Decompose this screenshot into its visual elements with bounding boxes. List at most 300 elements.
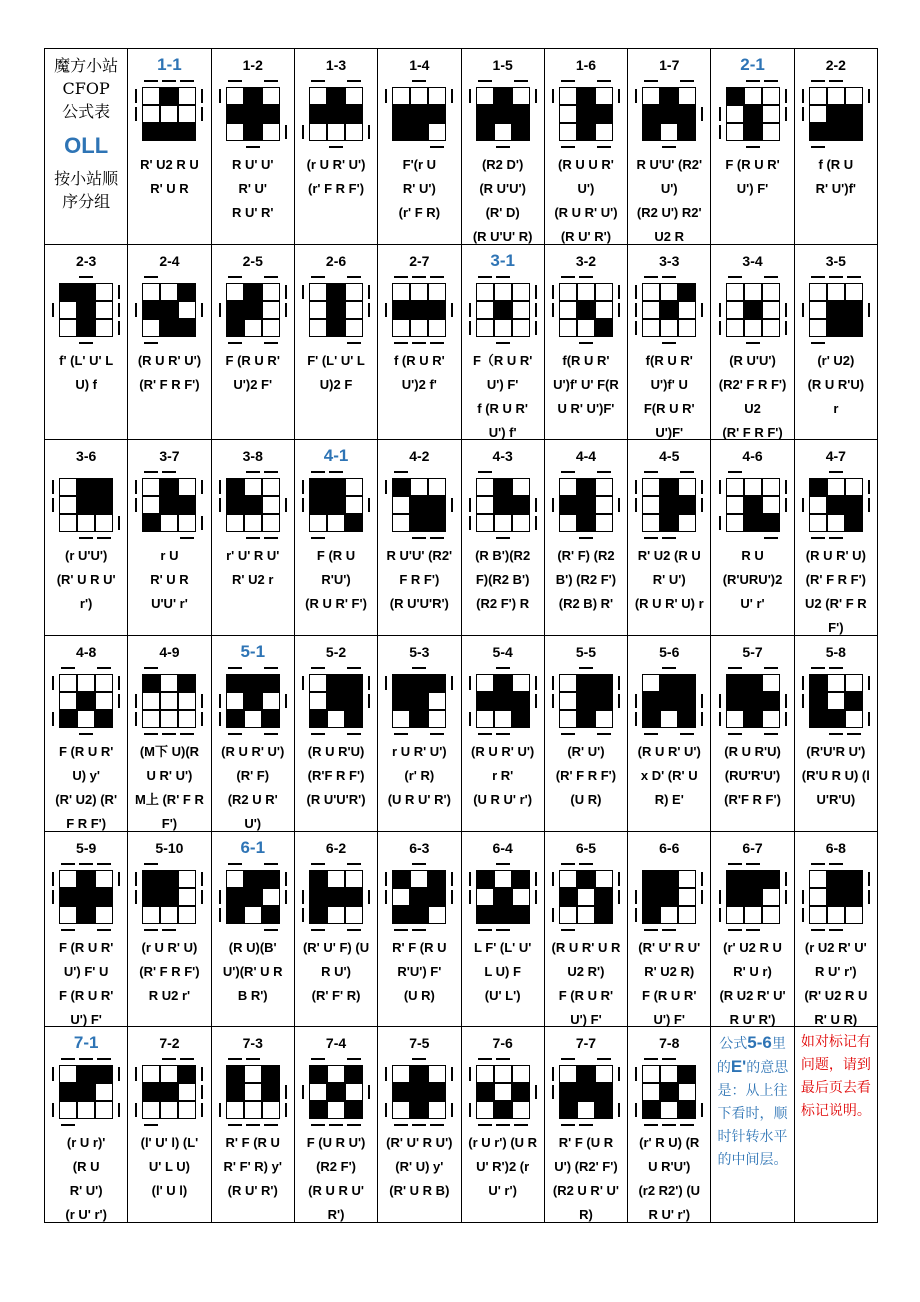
unoriented-sticker bbox=[726, 283, 744, 301]
unoriented-sticker bbox=[178, 710, 196, 728]
side-sticker-mark bbox=[302, 125, 304, 139]
side-sticker-mark bbox=[785, 872, 787, 886]
unoriented-sticker bbox=[762, 87, 780, 105]
oriented-sticker bbox=[428, 674, 446, 692]
algorithm-line: (R U R' U R bbox=[551, 939, 621, 955]
case-cell bbox=[545, 832, 628, 1028]
oriented-sticker bbox=[476, 870, 494, 888]
side-sticker-mark bbox=[430, 276, 444, 278]
unoriented-sticker bbox=[410, 87, 428, 105]
oriented-sticker bbox=[660, 870, 678, 888]
top-face-grid bbox=[309, 283, 363, 337]
algorithm-line: (U R) bbox=[403, 987, 435, 1003]
algorithm bbox=[307, 153, 366, 201]
side-sticker-mark bbox=[635, 303, 637, 317]
algorithm bbox=[556, 740, 616, 812]
unoriented-sticker bbox=[744, 87, 762, 105]
case-diagram bbox=[383, 861, 455, 933]
unoriented-sticker bbox=[726, 123, 744, 141]
algorithm-line: (R' F' R) bbox=[311, 987, 361, 1003]
top-face-grid bbox=[59, 283, 113, 337]
oriented-sticker bbox=[59, 888, 77, 906]
side-sticker-mark bbox=[285, 125, 287, 139]
top-face-grid bbox=[392, 674, 446, 728]
side-sticker-mark bbox=[144, 667, 158, 669]
algorithm-line: (R U R' U') bbox=[221, 744, 285, 759]
algorithm bbox=[804, 936, 867, 1028]
oriented-sticker bbox=[512, 496, 530, 514]
unoriented-sticker bbox=[95, 674, 113, 692]
side-sticker-mark bbox=[469, 89, 471, 103]
algorithm-line: F R F') bbox=[399, 572, 440, 588]
case-diagram bbox=[550, 1056, 622, 1128]
algorithm-line: F (R U R' bbox=[558, 987, 614, 1003]
oriented-sticker bbox=[512, 105, 530, 123]
algorithm bbox=[473, 153, 533, 245]
top-face-grid bbox=[309, 674, 363, 728]
title-line-3: 公式表 bbox=[62, 102, 111, 121]
note-pre: 公式 bbox=[719, 1035, 748, 1052]
note-cell-blue bbox=[711, 1027, 794, 1223]
side-sticker-mark bbox=[52, 1103, 54, 1117]
unoriented-sticker bbox=[178, 1101, 196, 1119]
algorithm bbox=[474, 936, 531, 1008]
algorithm bbox=[140, 153, 199, 201]
oriented-sticker bbox=[142, 301, 160, 319]
oriented-sticker bbox=[327, 496, 345, 514]
side-sticker-mark bbox=[618, 1103, 620, 1117]
oriented-sticker bbox=[577, 710, 595, 728]
unoriented-sticker bbox=[59, 906, 77, 924]
unoriented-sticker bbox=[392, 888, 410, 906]
side-sticker-mark bbox=[368, 694, 370, 708]
top-face-grid bbox=[392, 87, 446, 141]
top-face-grid bbox=[642, 87, 696, 141]
side-sticker-mark bbox=[662, 276, 676, 278]
algorithm-line: (R' F R F') bbox=[139, 376, 200, 392]
algorithm bbox=[303, 936, 369, 1008]
algorithm-line: (R U R'U) bbox=[307, 744, 365, 759]
side-sticker-mark bbox=[728, 733, 742, 735]
side-sticker-mark bbox=[469, 712, 471, 726]
side-sticker-mark bbox=[347, 1058, 361, 1060]
title-line-1: 魔方小站 bbox=[54, 56, 119, 75]
oriented-sticker bbox=[410, 710, 428, 728]
algorithm-line: (R U)(B' bbox=[228, 939, 277, 955]
unoriented-sticker bbox=[494, 870, 512, 888]
case-diagram bbox=[383, 469, 455, 541]
oriented-sticker bbox=[512, 1083, 530, 1101]
side-sticker-mark bbox=[535, 89, 537, 103]
title-line-5: 序分组 bbox=[62, 192, 111, 211]
side-sticker-mark bbox=[802, 107, 804, 121]
side-sticker-mark bbox=[662, 342, 676, 344]
side-sticker-mark bbox=[144, 733, 158, 735]
side-sticker-mark bbox=[97, 929, 111, 931]
unoriented-sticker bbox=[678, 319, 696, 337]
algorithm-line: F (R U R' bbox=[642, 987, 697, 1003]
case-cell bbox=[462, 1027, 545, 1223]
unoriented-sticker bbox=[678, 514, 696, 532]
oriented-sticker bbox=[262, 1065, 280, 1083]
top-face-grid bbox=[809, 478, 863, 532]
oriented-sticker bbox=[577, 1065, 595, 1083]
unoriented-sticker bbox=[476, 888, 494, 906]
unoriented-sticker bbox=[809, 105, 827, 123]
algorithm-line: (R U R' U) r bbox=[634, 596, 704, 612]
oriented-sticker bbox=[428, 870, 446, 888]
unoriented-sticker bbox=[809, 514, 827, 532]
side-sticker-mark bbox=[496, 146, 510, 148]
algorithm-line: (R'U R U) (l bbox=[801, 768, 870, 783]
unoriented-sticker bbox=[428, 319, 446, 337]
unoriented-sticker bbox=[595, 1065, 613, 1083]
oriented-sticker bbox=[392, 123, 410, 141]
oriented-sticker bbox=[142, 870, 160, 888]
oriented-sticker bbox=[410, 692, 428, 710]
side-sticker-mark bbox=[79, 733, 93, 735]
oriented-sticker bbox=[678, 674, 696, 692]
unoriented-sticker bbox=[142, 319, 160, 337]
algorithm bbox=[392, 936, 446, 1008]
case-id: 7-7 bbox=[575, 1035, 597, 1052]
oriented-sticker bbox=[309, 710, 327, 728]
oriented-sticker bbox=[744, 514, 762, 532]
side-sticker-mark bbox=[394, 733, 408, 735]
case-id: 4-6 bbox=[742, 448, 763, 465]
case-diagram bbox=[467, 274, 539, 346]
algorithm-line: (R' F) bbox=[236, 768, 270, 783]
side-sticker-mark bbox=[597, 80, 611, 82]
oriented-sticker bbox=[845, 319, 863, 337]
top-face-grid bbox=[726, 478, 780, 532]
oriented-sticker bbox=[77, 1083, 95, 1101]
unoriented-sticker bbox=[476, 87, 494, 105]
oriented-sticker bbox=[244, 105, 262, 123]
oriented-sticker bbox=[410, 906, 428, 924]
oriented-sticker bbox=[660, 692, 678, 710]
case-diagram bbox=[717, 78, 789, 150]
unoriented-sticker bbox=[262, 123, 280, 141]
case-diagram bbox=[50, 274, 122, 346]
side-sticker-mark bbox=[311, 80, 325, 82]
side-sticker-mark bbox=[811, 276, 825, 278]
oriented-sticker bbox=[678, 283, 696, 301]
oriented-sticker bbox=[226, 319, 244, 337]
algorithm-line: R' F' R) y' bbox=[223, 1159, 282, 1175]
side-sticker-mark bbox=[535, 498, 537, 512]
unoriented-sticker bbox=[476, 496, 494, 514]
oriented-sticker bbox=[827, 301, 845, 319]
side-sticker-mark bbox=[764, 80, 778, 82]
side-sticker-mark bbox=[285, 694, 287, 708]
side-sticker-mark bbox=[469, 872, 471, 886]
unoriented-sticker bbox=[476, 478, 494, 496]
unoriented-sticker bbox=[59, 692, 77, 710]
side-sticker-mark bbox=[561, 146, 575, 148]
case-cell bbox=[295, 832, 378, 1028]
oriented-sticker bbox=[726, 87, 744, 105]
oriented-sticker bbox=[660, 301, 678, 319]
unoriented-sticker bbox=[845, 283, 863, 301]
algorithm-line: U'U' r' bbox=[151, 596, 188, 612]
side-sticker-mark bbox=[285, 498, 287, 512]
unoriented-sticker bbox=[559, 514, 577, 532]
oriented-sticker bbox=[845, 514, 863, 532]
side-sticker-mark bbox=[868, 872, 870, 886]
side-sticker-mark bbox=[97, 863, 111, 865]
side-sticker-mark bbox=[79, 537, 93, 539]
unoriented-sticker bbox=[59, 478, 77, 496]
unoriented-sticker bbox=[512, 87, 530, 105]
oriented-sticker bbox=[827, 105, 845, 123]
case-cell bbox=[212, 49, 295, 245]
unoriented-sticker bbox=[494, 1065, 512, 1083]
oriented-sticker bbox=[77, 478, 95, 496]
oriented-sticker bbox=[744, 105, 762, 123]
unoriented-sticker bbox=[744, 906, 762, 924]
side-sticker-mark bbox=[785, 321, 787, 335]
side-sticker-mark bbox=[496, 342, 510, 344]
side-sticker-mark bbox=[144, 471, 158, 473]
unoriented-sticker bbox=[59, 319, 77, 337]
case-diagram bbox=[633, 1056, 705, 1128]
oriented-sticker bbox=[226, 674, 244, 692]
oriented-sticker bbox=[762, 514, 780, 532]
case-id: 3-7 bbox=[159, 448, 180, 465]
oriented-sticker bbox=[410, 888, 428, 906]
side-sticker-mark bbox=[347, 342, 361, 344]
side-sticker-mark bbox=[201, 1085, 203, 1099]
side-sticker-mark bbox=[347, 667, 361, 669]
top-face-grid bbox=[309, 870, 363, 924]
oriented-sticker bbox=[142, 123, 160, 141]
unoriented-sticker bbox=[512, 478, 530, 496]
algorithm-line: U') F' bbox=[653, 1011, 685, 1027]
oriented-sticker bbox=[244, 692, 262, 710]
unoriented-sticker bbox=[142, 105, 160, 123]
oriented-sticker bbox=[678, 710, 696, 728]
algorithm-line: (R' U2 R U bbox=[804, 987, 868, 1003]
algorithm-line: R) bbox=[579, 1207, 593, 1223]
oriented-sticker bbox=[262, 906, 280, 924]
algorithm-line: R' U r) bbox=[733, 963, 772, 979]
unoriented-sticker bbox=[678, 906, 696, 924]
unoriented-sticker bbox=[410, 319, 428, 337]
side-sticker-mark bbox=[302, 890, 304, 904]
algorithm-line: U')F' bbox=[655, 424, 684, 440]
side-sticker-mark bbox=[180, 537, 194, 539]
algorithm-line: L U) F bbox=[484, 963, 521, 979]
note-cell-red bbox=[795, 1027, 878, 1223]
top-face-grid bbox=[226, 87, 280, 141]
algorithm-line: f (R U R' bbox=[477, 400, 529, 416]
side-sticker-mark bbox=[97, 537, 111, 539]
algorithm-line: U'R'U) bbox=[816, 792, 856, 807]
side-sticker-mark bbox=[535, 676, 537, 690]
unoriented-sticker bbox=[142, 478, 160, 496]
algorithm-line: (R' F R F') bbox=[722, 424, 783, 440]
side-sticker-mark bbox=[246, 1058, 260, 1060]
oriented-sticker bbox=[77, 301, 95, 319]
case-diagram bbox=[717, 469, 789, 541]
oriented-sticker bbox=[178, 319, 196, 337]
unoriented-sticker bbox=[178, 105, 196, 123]
side-sticker-mark bbox=[719, 321, 721, 335]
case-id: 6-7 bbox=[742, 839, 763, 856]
oriented-sticker bbox=[178, 496, 196, 514]
unoriented-sticker bbox=[309, 283, 327, 301]
algorithm-line: (R' D) bbox=[485, 205, 520, 220]
unoriented-sticker bbox=[595, 514, 613, 532]
unoriented-sticker bbox=[726, 478, 744, 496]
side-sticker-mark bbox=[764, 276, 778, 278]
side-sticker-mark bbox=[451, 890, 453, 904]
unoriented-sticker bbox=[660, 1101, 678, 1119]
side-sticker-mark bbox=[496, 929, 510, 931]
oriented-sticker bbox=[244, 496, 262, 514]
unoriented-sticker bbox=[309, 514, 327, 532]
oriented-sticker bbox=[476, 105, 494, 123]
unoriented-sticker bbox=[642, 496, 660, 514]
unoriented-sticker bbox=[327, 1101, 345, 1119]
side-sticker-mark bbox=[635, 480, 637, 494]
side-sticker-mark bbox=[118, 676, 120, 690]
algorithm-line: R') bbox=[327, 1207, 345, 1223]
side-sticker-mark bbox=[264, 537, 278, 539]
note-blue-text bbox=[711, 1027, 793, 1171]
unoriented-sticker bbox=[476, 301, 494, 319]
case-id: 5-7 bbox=[742, 644, 763, 660]
side-sticker-mark bbox=[719, 125, 721, 139]
side-sticker-mark bbox=[118, 321, 120, 335]
case-cell bbox=[295, 440, 378, 636]
side-sticker-mark bbox=[394, 471, 408, 473]
side-sticker-mark bbox=[746, 929, 760, 931]
side-sticker-mark bbox=[264, 1124, 278, 1126]
side-sticker-mark bbox=[868, 480, 870, 494]
algorithm-line: (R' U' R U' bbox=[638, 939, 701, 955]
oriented-sticker bbox=[327, 478, 345, 496]
top-face-grid bbox=[309, 87, 363, 141]
side-sticker-mark bbox=[644, 733, 658, 735]
side-sticker-mark bbox=[597, 146, 611, 148]
oriented-sticker bbox=[226, 105, 244, 123]
top-face-grid bbox=[642, 283, 696, 337]
case-id: 7-3 bbox=[242, 1035, 263, 1052]
case-diagram bbox=[50, 469, 122, 541]
algorithm-line: (R2' F R F') bbox=[718, 376, 787, 392]
side-sticker-mark bbox=[430, 1124, 444, 1126]
unoriented-sticker bbox=[262, 319, 280, 337]
algorithm-line: R' F (R U bbox=[392, 939, 447, 955]
top-face-grid bbox=[809, 87, 863, 141]
unoriented-sticker bbox=[744, 319, 762, 337]
case-cell bbox=[628, 245, 711, 441]
algorithm-line: U')2 F' bbox=[233, 376, 273, 392]
side-sticker-mark bbox=[728, 863, 742, 865]
side-sticker-mark bbox=[579, 863, 593, 865]
oriented-sticker bbox=[809, 674, 827, 692]
case-id: 4-5 bbox=[659, 448, 680, 465]
oriented-sticker bbox=[392, 478, 410, 496]
algorithm-line: U R' U')F' bbox=[557, 400, 615, 416]
oriented-sticker bbox=[95, 888, 113, 906]
side-sticker-mark bbox=[635, 498, 637, 512]
side-sticker-mark bbox=[535, 1085, 537, 1099]
algorithm-line: R' U') bbox=[402, 181, 436, 196]
side-sticker-mark bbox=[79, 276, 93, 278]
side-sticker-mark bbox=[61, 1124, 75, 1126]
algorithm bbox=[399, 153, 440, 225]
side-sticker-mark bbox=[219, 712, 221, 726]
case-id: 7-6 bbox=[492, 1035, 513, 1052]
oriented-sticker bbox=[577, 870, 595, 888]
oriented-sticker bbox=[410, 514, 428, 532]
side-sticker-mark bbox=[785, 712, 787, 726]
oriented-sticker bbox=[660, 674, 678, 692]
side-sticker-mark bbox=[162, 1058, 176, 1060]
algorithm-line: U2 bbox=[744, 400, 761, 416]
oriented-sticker bbox=[160, 888, 178, 906]
algorithm-line: U') bbox=[244, 816, 262, 831]
unoriented-sticker bbox=[660, 710, 678, 728]
algorithm bbox=[719, 349, 787, 441]
unoriented-sticker bbox=[744, 478, 762, 496]
case-id: 2-3 bbox=[76, 252, 97, 269]
side-sticker-mark bbox=[430, 537, 444, 539]
side-sticker-mark bbox=[285, 890, 287, 904]
side-sticker-mark bbox=[201, 303, 203, 317]
algorithm-line: f (R U R' bbox=[393, 352, 445, 368]
side-sticker-mark bbox=[264, 733, 278, 735]
oriented-sticker bbox=[494, 301, 512, 319]
oriented-sticker bbox=[392, 674, 410, 692]
algorithm bbox=[553, 349, 619, 421]
oriented-sticker bbox=[410, 496, 428, 514]
case-diagram bbox=[800, 861, 872, 933]
side-sticker-mark bbox=[118, 1103, 120, 1117]
unoriented-sticker bbox=[142, 87, 160, 105]
case-id: 5-9 bbox=[76, 839, 97, 856]
case-diagram bbox=[383, 274, 455, 346]
oriented-sticker bbox=[642, 888, 660, 906]
side-sticker-mark bbox=[535, 285, 537, 299]
side-sticker-mark bbox=[228, 733, 242, 735]
side-sticker-mark bbox=[246, 1124, 260, 1126]
oriented-sticker bbox=[142, 888, 160, 906]
side-sticker-mark bbox=[829, 471, 843, 473]
side-sticker-mark bbox=[719, 908, 721, 922]
algorithm-line: M上 (R' F R bbox=[135, 792, 204, 807]
case-id: 4-9 bbox=[159, 644, 180, 660]
case-diagram bbox=[50, 861, 122, 933]
unoriented-sticker bbox=[345, 478, 363, 496]
oriented-sticker bbox=[392, 870, 410, 888]
oriented-sticker bbox=[142, 674, 160, 692]
case-cell bbox=[128, 49, 211, 245]
side-sticker-mark bbox=[785, 107, 787, 121]
algorithm-line: (r U R' U') bbox=[306, 157, 366, 172]
side-sticker-mark bbox=[552, 694, 554, 708]
top-face-grid bbox=[559, 283, 613, 337]
unoriented-sticker bbox=[160, 692, 178, 710]
unoriented-sticker bbox=[428, 710, 446, 728]
oriented-sticker bbox=[160, 123, 178, 141]
oriented-sticker bbox=[77, 283, 95, 301]
side-sticker-mark bbox=[535, 872, 537, 886]
algorithm bbox=[65, 1131, 107, 1223]
